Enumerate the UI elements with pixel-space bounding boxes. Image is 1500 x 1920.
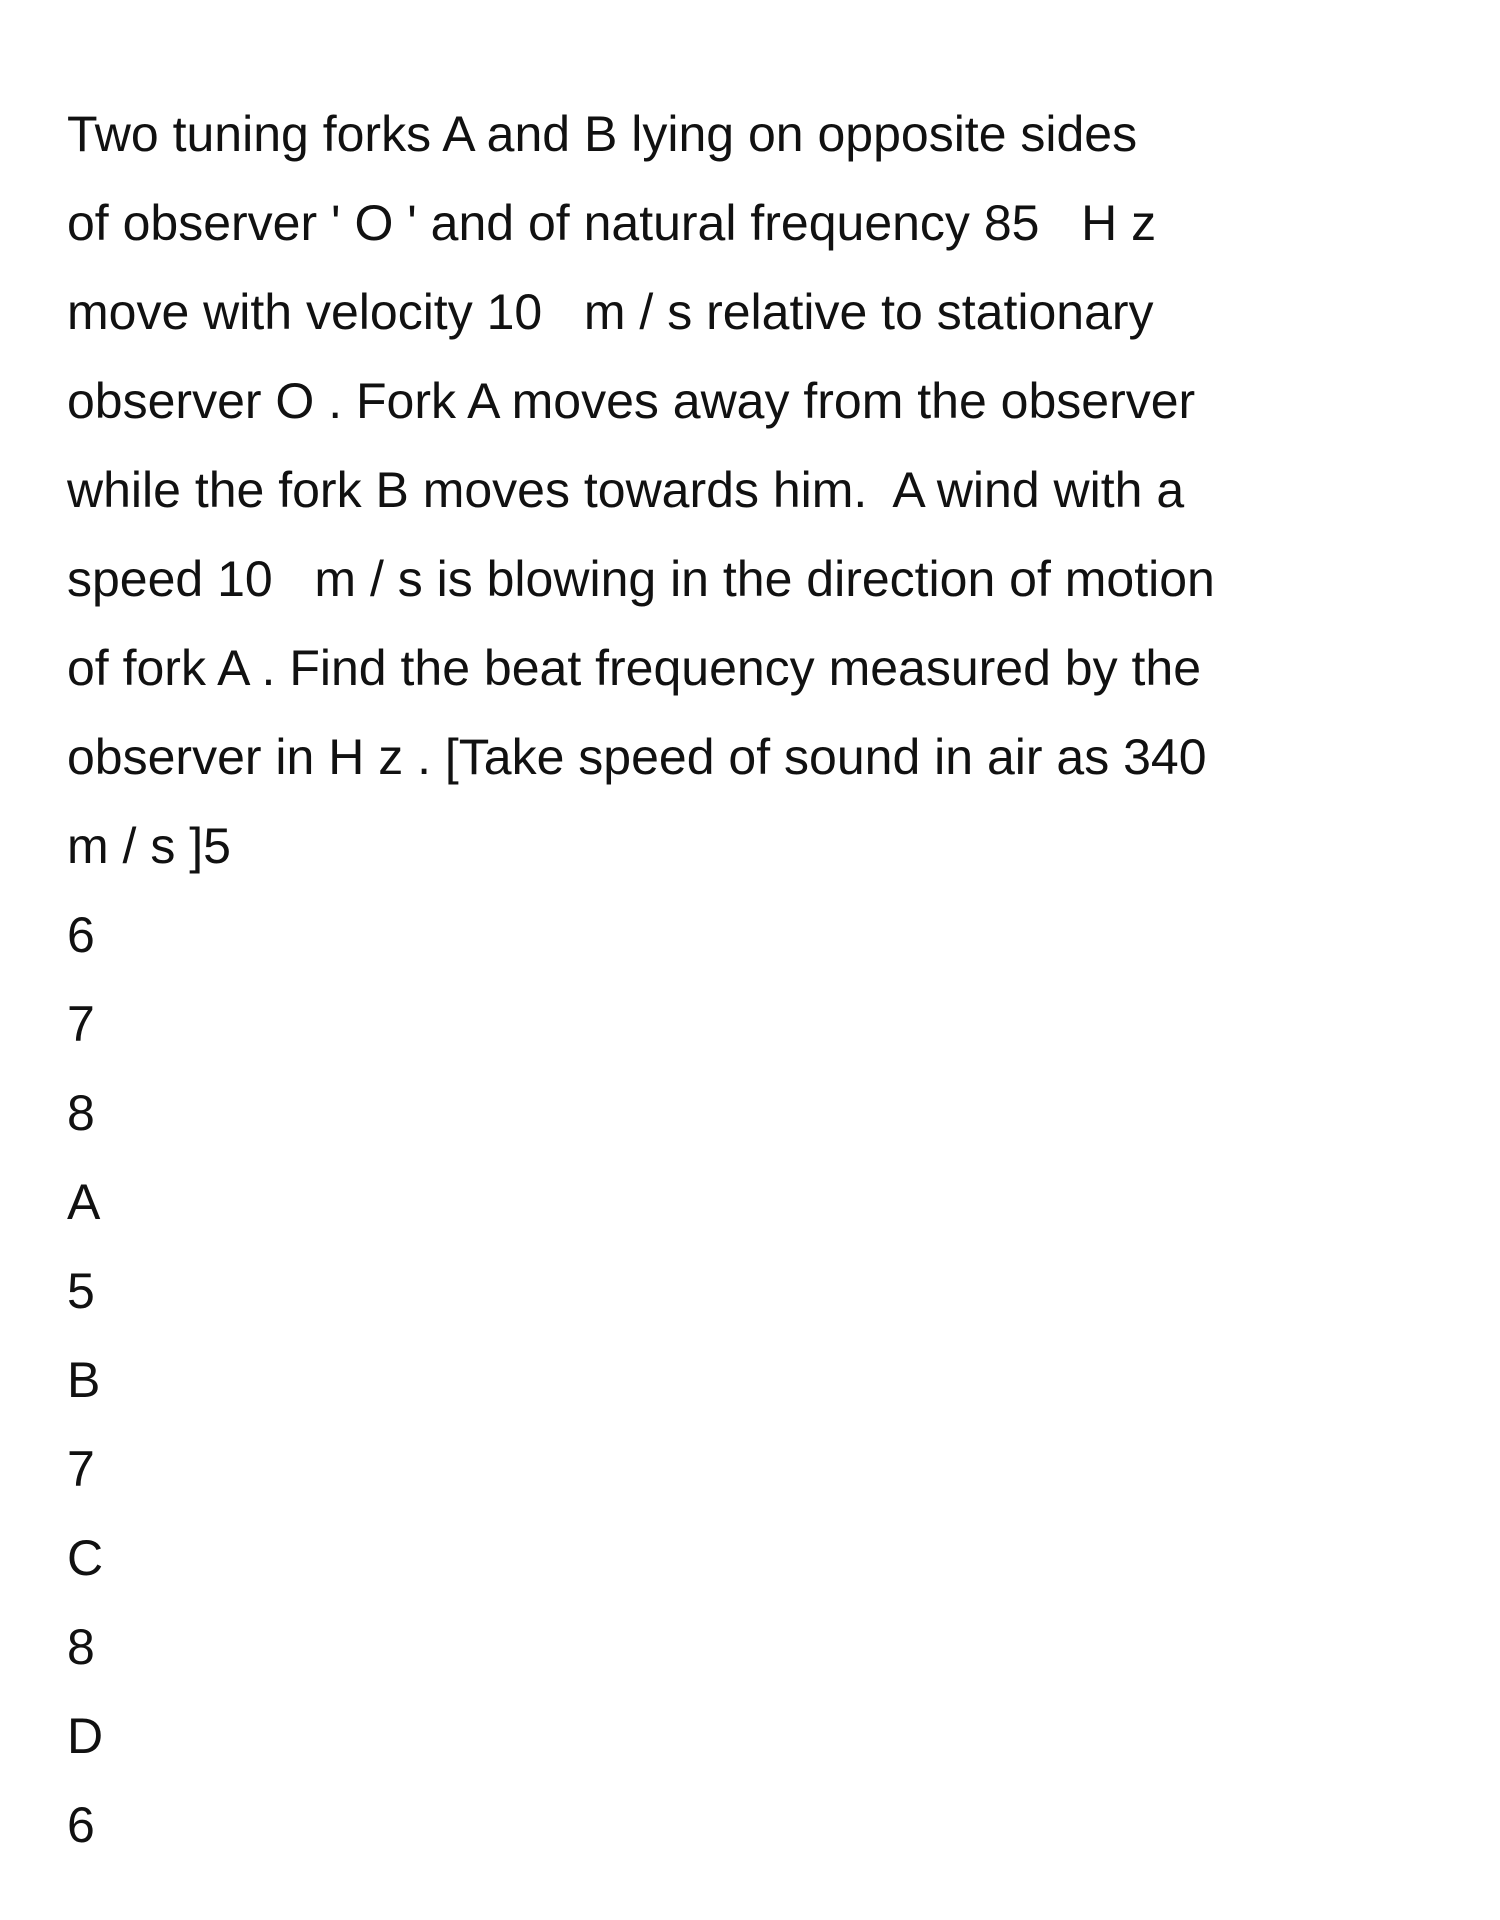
trailing-value: 7: [67, 996, 95, 1052]
trailing-value: 8: [67, 1085, 95, 1141]
question-line: of fork A . Find the beat frequency measured by the: [67, 640, 1202, 696]
question-line: move with velocity 10 m / s relative to stationary: [67, 284, 1154, 340]
trailing-values: [67, 891, 1447, 1158]
question-line: of observer ʹ O ʹ and of natural frequency 85 H z: [67, 195, 1157, 251]
question-line: observer O . Fork A moves away from the observer: [67, 373, 1196, 429]
question-document: [67, 90, 1447, 1870]
question-line: m / s ]5: [67, 818, 231, 874]
option-letter: B: [67, 1352, 101, 1408]
question-line: while the fork B moves towards him. A wind with a: [67, 462, 1185, 518]
option-b[interactable]: [67, 1336, 1447, 1514]
option-value: 6: [67, 1797, 95, 1853]
option-value: 8: [67, 1619, 95, 1675]
option-value: 7: [67, 1441, 95, 1497]
question-line: speed 10 m / s is blowing in the direction of motion: [67, 551, 1215, 607]
option-letter: C: [67, 1530, 104, 1586]
option-letter: D: [67, 1708, 104, 1764]
trailing-value: 6: [67, 907, 95, 963]
question-line: observer in H z . [Take speed of sound in air as 340: [67, 729, 1207, 785]
question-line: Two tuning forks A and B lying on opposite sides: [67, 106, 1138, 162]
option-c[interactable]: [67, 1514, 1447, 1692]
option-a[interactable]: [67, 1158, 1447, 1336]
option-value: 5: [67, 1263, 95, 1319]
answer-options: [67, 1158, 1447, 1870]
question-text: [67, 90, 1447, 891]
option-d[interactable]: [67, 1692, 1447, 1870]
option-letter: A: [67, 1174, 101, 1230]
